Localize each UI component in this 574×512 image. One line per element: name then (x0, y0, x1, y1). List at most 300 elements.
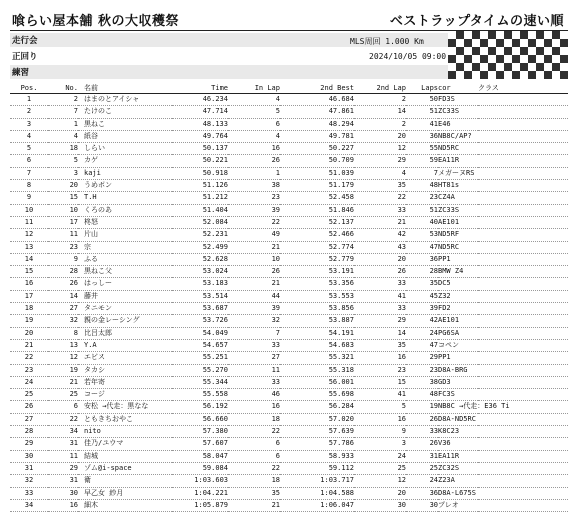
cell-pos: 1 (26, 95, 32, 103)
cell-2nd-best: 55.318 (328, 365, 354, 374)
cell-time: 56.192 (202, 402, 228, 411)
event-title: 喰らい屋本舗 秋の大収穫祭 (12, 14, 180, 29)
cell-laps: 41 (429, 119, 438, 128)
cell-time: 1:04.221 (194, 488, 228, 497)
cell-no: 20 (69, 181, 78, 190)
cell-no: 18 (69, 144, 78, 153)
checkered-flag-icon (448, 31, 568, 79)
cell-pos: 25 (24, 390, 34, 399)
cell-no: 2 (73, 95, 78, 103)
cell-laps: 26 (429, 439, 438, 448)
cell-class: FD3S (438, 95, 455, 103)
cell-laps: 24 (429, 328, 438, 337)
cell-laps: 48 (429, 181, 438, 190)
cell-2nd-best: 52.779 (328, 254, 354, 263)
cell-name: 結城 (84, 451, 98, 460)
table-row (10, 426, 568, 438)
session-label: 走行会 (12, 36, 38, 46)
results-header (10, 8, 568, 79)
cell-no: 14 (69, 291, 78, 300)
cell-2nd-lap: 35 (397, 340, 406, 349)
cell-pos: 7 (26, 168, 32, 177)
cell-time: 55.251 (202, 353, 228, 362)
round-label: 正回り (12, 52, 38, 62)
table-row (10, 475, 568, 487)
cell-in-lap: 22 (271, 463, 280, 472)
cell-2nd-lap: 26 (397, 267, 406, 276)
table-row (10, 487, 568, 499)
cell-in-lap: 21 (271, 242, 280, 251)
cell-pos: 27 (24, 414, 34, 423)
table-row (10, 401, 568, 413)
table-header-row (10, 84, 568, 94)
cell-pos: 30 (24, 451, 34, 460)
cell-2nd-lap: 14 (397, 328, 406, 337)
cell-time: 55.558 (202, 390, 228, 399)
cell-2nd-best: 52.458 (328, 193, 354, 202)
cell-in-lap: 5 (275, 107, 280, 116)
cell-time: 59.084 (202, 463, 228, 472)
cell-laps: 36 (429, 254, 438, 263)
cell-class: D8A-L675S (438, 488, 476, 497)
cell-name: 衛 (84, 476, 91, 485)
cell-2nd-lap: 23 (397, 365, 406, 374)
cell-no: 26 (69, 279, 78, 288)
table-row (10, 376, 568, 388)
cell-pos: 12 (24, 230, 34, 239)
cell-no: 30 (69, 488, 78, 497)
cell-laps: 30 (429, 500, 438, 509)
cell-2nd-best: 50.227 (328, 144, 354, 153)
cell-class: GD3 (438, 377, 451, 386)
cell-pos: 2 (26, 107, 32, 116)
cell-time: 53.687 (202, 304, 228, 313)
cell-in-lap: 38 (271, 181, 280, 190)
cell-pos: 24 (24, 377, 34, 386)
cell-in-lap: 49 (271, 230, 280, 239)
table-row (10, 130, 568, 142)
cell-pos: 4 (26, 131, 32, 140)
cell-class: EA11R (438, 156, 460, 165)
cell-in-lap: 23 (271, 193, 280, 202)
table-row (10, 339, 568, 351)
cell-name: 黒ねこ父 (84, 267, 112, 276)
cell-name: 早乙女 紗月 (84, 488, 124, 497)
cell-laps: 45 (429, 291, 438, 300)
cell-time: 57.607 (202, 439, 228, 448)
table-row (10, 204, 568, 216)
cell-time: 51.404 (202, 205, 228, 214)
cell-pos: 20 (24, 328, 34, 337)
cell-name: コージ (84, 390, 105, 399)
cell-in-lap: 22 (271, 427, 280, 436)
cell-no: 9 (73, 254, 78, 263)
table-row (10, 462, 568, 474)
cell-no: 31 (69, 476, 78, 485)
col-2nd-lap: 2nd Lap (354, 84, 406, 94)
cell-pos: 31 (24, 463, 34, 472)
cell-2nd-best: 57.639 (328, 427, 354, 436)
cell-in-lap: 27 (271, 353, 280, 362)
cell-no: 8 (73, 328, 78, 337)
cell-2nd-best: 52.466 (328, 230, 354, 239)
cell-in-lap: 21 (271, 500, 280, 509)
cell-in-lap: 39 (271, 304, 280, 313)
cell-2nd-best: 48.294 (328, 119, 354, 128)
cell-no: 34 (69, 427, 78, 436)
cell-laps: 29 (429, 353, 438, 362)
cell-laps: 53 (429, 230, 438, 239)
cell-name: 片山 (84, 230, 98, 239)
cell-laps: 36 (429, 488, 438, 497)
cell-2nd-best: 51.846 (328, 205, 354, 214)
cell-in-lap: 18 (271, 414, 280, 423)
cell-name: タカシ (84, 365, 105, 374)
cell-name: 安松 →代走：黒なな (84, 402, 149, 411)
cell-2nd-lap: 16 (397, 414, 406, 423)
venue-text: MLS周回 1.000 Km (350, 37, 424, 46)
cell-laps: 59 (429, 156, 438, 165)
cell-laps: 35 (429, 279, 438, 288)
cell-laps: 36 (429, 131, 438, 140)
cell-time: 55.344 (202, 377, 228, 386)
table-row (10, 413, 568, 425)
cell-laps: 24 (429, 476, 438, 485)
cell-2nd-lap: 16 (397, 353, 406, 362)
cell-in-lap: 44 (271, 291, 280, 300)
table-row (10, 266, 568, 278)
cell-time: 46.234 (202, 95, 228, 103)
cell-time: 1:05.879 (194, 500, 228, 509)
cell-class: ND5RC (438, 242, 460, 251)
cell-name: 比吕太郎 (84, 328, 112, 337)
cell-in-lap: 46 (271, 390, 280, 399)
cell-2nd-lap: 41 (397, 390, 406, 399)
cell-name: うめボン (84, 181, 112, 190)
cell-time: 52.084 (202, 217, 228, 226)
cell-2nd-lap: 35 (397, 181, 406, 190)
sort-title: ベストラップタイムの速い順 (389, 14, 564, 29)
datetime-text: 2024/10/05 09:00 (369, 52, 447, 61)
cell-2nd-lap: 30 (397, 500, 406, 509)
cell-pos: 34 (24, 500, 34, 509)
col-cor: cor (438, 84, 478, 94)
table-row (10, 241, 568, 253)
cell-2nd-lap: 33 (397, 205, 406, 214)
cell-name: 紙谷 (84, 131, 98, 140)
cell-name: 細木 (84, 500, 98, 509)
cell-no: 3 (73, 168, 78, 177)
cell-name: 佳乃/ユウマ (84, 439, 124, 448)
cell-time: 53.726 (202, 316, 228, 325)
cell-pos: 10 (24, 205, 34, 214)
cell-laps: 38 (429, 377, 438, 386)
cell-2nd-best: 52.137 (328, 217, 354, 226)
cell-time: 54.657 (202, 340, 228, 349)
cell-pos: 18 (24, 304, 34, 313)
cell-2nd-lap: 2 (401, 119, 406, 128)
cell-no: 13 (69, 340, 78, 349)
table-row (10, 94, 568, 106)
cell-class: PG6SA (438, 328, 460, 337)
cell-no: 17 (69, 217, 78, 226)
col-name: 名前 (78, 84, 172, 94)
cell-2nd-lap: 15 (397, 377, 406, 386)
cell-name: 親の金レーシング (84, 316, 140, 325)
cell-2nd-lap: 21 (397, 217, 406, 226)
cell-2nd-lap: 22 (397, 193, 406, 202)
cell-name: たけのこ (84, 107, 112, 116)
cell-class: HT81s (438, 181, 460, 190)
table-row (10, 143, 568, 155)
cell-2nd-lap: 41 (397, 291, 406, 300)
cell-class: BMW Z4 (438, 267, 464, 276)
cell-laps: 31 (429, 451, 438, 460)
cell-pos: 21 (24, 340, 34, 349)
table-row (10, 364, 568, 376)
cell-in-lap: 22 (271, 217, 280, 226)
cell-no: 1 (73, 119, 78, 128)
cell-time: 51.212 (202, 193, 228, 202)
cell-in-lap: 10 (271, 254, 280, 263)
cell-in-lap: 35 (271, 488, 280, 497)
col-laps: Laps (406, 84, 438, 94)
cell-in-lap: 33 (271, 340, 280, 349)
table-row (10, 303, 568, 315)
cell-pos: 11 (24, 217, 34, 226)
cell-2nd-best: 46.684 (328, 95, 354, 103)
cell-2nd-lap: 12 (397, 144, 406, 153)
cell-2nd-best: 53.856 (328, 304, 354, 313)
cell-class: ND5RC (438, 144, 460, 153)
cell-name: 柊怒 (84, 217, 98, 226)
cell-time: 52.499 (202, 242, 228, 251)
cell-in-lap: 26 (271, 267, 280, 276)
cell-class: CZ4A (438, 193, 455, 202)
cell-no: 16 (69, 500, 78, 509)
session-info (10, 31, 568, 79)
table-row (10, 106, 568, 118)
cell-laps: 39 (429, 304, 438, 313)
cell-2nd-best: 51.039 (328, 168, 354, 177)
cell-2nd-lap: 25 (397, 463, 406, 472)
results-table (10, 84, 568, 512)
cell-in-lap: 7 (275, 328, 280, 337)
cell-2nd-best: 50.709 (328, 156, 354, 165)
cell-2nd-lap: 29 (397, 156, 406, 165)
cell-time: 1:03.603 (194, 476, 228, 485)
cell-pos: 19 (24, 316, 34, 325)
cell-no: 11 (69, 451, 78, 460)
cell-2nd-best: 47.861 (328, 107, 354, 116)
cell-no: 23 (69, 242, 78, 251)
cell-laps: 19 (429, 402, 438, 411)
table-row (10, 290, 568, 302)
table-row (10, 327, 568, 339)
cell-2nd-best: 52.774 (328, 242, 354, 251)
cell-in-lap: 11 (271, 365, 280, 374)
cell-name: ともきちおやこ (84, 414, 133, 423)
cell-2nd-best: 53.553 (328, 291, 354, 300)
cell-2nd-lap: 12 (397, 476, 406, 485)
table-row (10, 352, 568, 364)
cell-2nd-lap: 20 (397, 254, 406, 263)
cell-name: ゾム@i-space (84, 463, 132, 472)
cell-pos: 17 (24, 291, 34, 300)
cell-in-lap: 6 (275, 451, 280, 460)
cell-class: NB8C/AP? (438, 131, 472, 140)
cell-time: 47.714 (202, 107, 228, 116)
cell-time: 57.380 (202, 427, 228, 436)
cell-2nd-lap: 2 (401, 95, 406, 103)
cell-class: AE101 (438, 217, 460, 226)
cell-2nd-lap: 24 (397, 451, 406, 460)
cell-no: 5 (73, 156, 78, 165)
cell-2nd-lap: 33 (397, 279, 406, 288)
cell-2nd-lap: 4 (401, 168, 406, 177)
table-row (10, 438, 568, 450)
cell-in-lap: 39 (271, 205, 280, 214)
cell-time: 49.764 (202, 131, 228, 140)
cell-laps: 33 (429, 427, 438, 436)
cell-laps: 23 (429, 193, 438, 202)
cell-class: EA11R (438, 451, 460, 460)
cell-2nd-lap: 42 (397, 230, 406, 239)
cell-in-lap: 32 (271, 316, 280, 325)
cell-name: 藤井 (84, 291, 98, 300)
cell-class: FC3S (438, 390, 455, 399)
cell-time: 53.024 (202, 267, 228, 276)
cell-2nd-best: 55.698 (328, 390, 354, 399)
cell-laps: 25 (429, 463, 438, 472)
cell-pos: 14 (24, 254, 34, 263)
cell-2nd-lap: 3 (401, 439, 406, 448)
cell-2nd-best: 54.191 (328, 328, 354, 337)
cell-laps: 47 (429, 340, 438, 349)
cell-class: PP1 (438, 353, 451, 362)
cell-no: 31 (69, 439, 78, 448)
cell-class: PP1 (438, 254, 451, 263)
col-pos: Pos. (10, 84, 48, 94)
cell-name: くろのあ (84, 205, 112, 214)
cell-no: 15 (69, 193, 78, 202)
cell-2nd-best: 53.887 (328, 316, 354, 325)
cell-pos: 23 (24, 365, 34, 374)
cell-2nd-best: 57.020 (328, 414, 354, 423)
cell-pos: 26 (24, 402, 34, 411)
cell-class: ZC33S (438, 205, 460, 214)
cell-name: kaji (84, 168, 101, 177)
cell-in-lap: 6 (275, 119, 280, 128)
table-row (10, 229, 568, 241)
cell-time: 51.126 (202, 181, 228, 190)
cell-class: FD2 (438, 304, 451, 313)
cell-laps: 40 (429, 217, 438, 226)
cell-no: 6 (73, 402, 78, 411)
cell-time: 58.047 (202, 451, 228, 460)
cell-no: 27 (69, 304, 78, 313)
cell-no: 29 (69, 463, 78, 472)
cell-no: 11 (69, 230, 78, 239)
cell-pos: 13 (24, 242, 34, 251)
cell-class: NB8C →代走：E36 Ti (438, 402, 510, 411)
cell-in-lap: 33 (271, 377, 280, 386)
cell-pos: 9 (26, 193, 32, 202)
col-in-lap: In Lap (228, 84, 280, 94)
cell-name: タニモン (84, 304, 112, 313)
table-row (10, 167, 568, 179)
cell-in-lap: 21 (271, 279, 280, 288)
table-row (10, 180, 568, 192)
cell-name: しらい (84, 144, 105, 153)
cell-2nd-best: 49.781 (328, 131, 354, 140)
cell-time: 53.514 (202, 291, 228, 300)
cell-2nd-lap: 9 (401, 427, 406, 436)
cell-class: メガーヌRS (438, 168, 475, 177)
table-row (10, 155, 568, 167)
cell-no: 22 (69, 414, 78, 423)
cell-2nd-best: 56.001 (328, 377, 354, 386)
cell-2nd-best: 53.191 (328, 267, 354, 276)
table-row (10, 192, 568, 204)
cell-laps: 50 (429, 95, 438, 103)
cell-class: Z32 (438, 291, 451, 300)
cell-class: AE101 (438, 316, 460, 325)
cell-2nd-lap: 14 (397, 107, 406, 116)
cell-name: 黒ねこ (84, 119, 105, 128)
table-row (10, 216, 568, 228)
practice-label: 練習 (12, 68, 30, 78)
cell-in-lap: 4 (275, 95, 280, 103)
cell-no: 25 (69, 390, 78, 399)
col-time: Time (172, 84, 228, 94)
cell-name: エビス (84, 353, 105, 362)
cell-2nd-best: 55.321 (328, 353, 354, 362)
cell-name: ふる (84, 254, 98, 263)
cell-no: 7 (73, 107, 78, 116)
info-band (10, 65, 448, 79)
title-row (10, 8, 568, 31)
cell-pos: 22 (24, 353, 34, 362)
cell-laps: 42 (429, 316, 438, 325)
cell-pos: 3 (26, 119, 32, 128)
cell-no: 32 (69, 316, 78, 325)
cell-2nd-lap: 33 (397, 304, 406, 313)
cell-name: T.H (84, 193, 97, 202)
cell-time: 52.628 (202, 254, 228, 263)
cell-class: D8A-ND5RC (438, 414, 476, 423)
cell-in-lap: 4 (275, 131, 280, 140)
cell-in-lap: 18 (271, 476, 280, 485)
cell-class: ZC33S (438, 107, 460, 116)
cell-2nd-best: 56.284 (328, 402, 354, 411)
cell-2nd-best: 1:06.047 (320, 500, 354, 509)
cell-laps: 23 (429, 365, 438, 374)
cell-time: 56.660 (202, 414, 228, 423)
cell-time: 48.133 (202, 119, 228, 128)
table-row (10, 389, 568, 401)
cell-2nd-lap: 20 (397, 131, 406, 140)
cell-in-lap: 16 (271, 402, 280, 411)
cell-pos: 28 (24, 427, 34, 436)
col-no: No. (48, 84, 78, 94)
cell-2nd-best: 53.356 (328, 279, 354, 288)
cell-pos: 8 (26, 181, 32, 190)
cell-in-lap: 1 (275, 168, 280, 177)
cell-laps: 28 (429, 267, 438, 276)
cell-no: 10 (69, 205, 78, 214)
cell-2nd-lap: 5 (401, 402, 406, 411)
